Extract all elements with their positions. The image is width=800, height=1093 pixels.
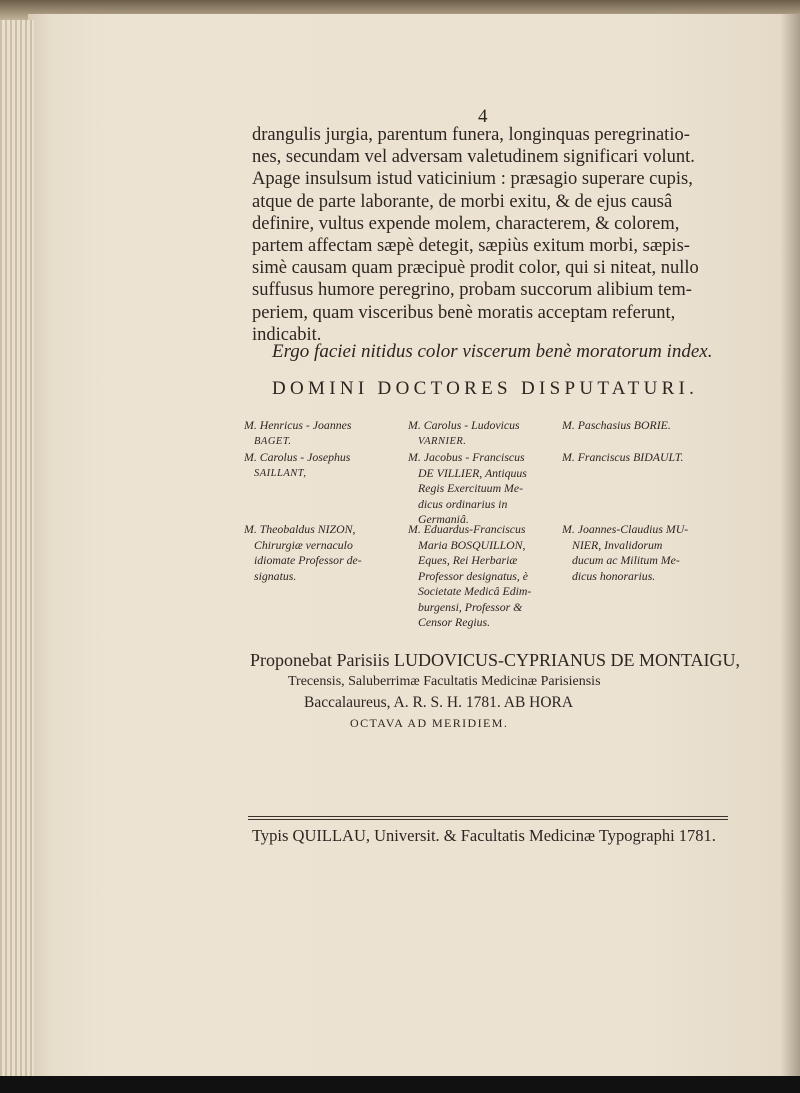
doctor-line: M. Henricus - Joannes [244,418,352,432]
doctor-line: Societate Medicâ Edim- [418,584,532,598]
paragraph-line: Apage insulsum istud vaticinium : præsagio superare cupis, [252,169,693,190]
doctor-surname: SAILLANT, [254,467,307,479]
doctor-entry [244,450,394,481]
doctor-line: Eques, Rei Herbariæ [418,553,518,567]
doctor-entry [244,418,394,449]
paragraph-line: drangulis jurgia, parentum funera, longinquas peregrinatio- [252,125,690,145]
rule-line [248,816,728,817]
doctor-line: Regis Exercituum Me- [418,481,524,495]
paragraph-line: indicabit. [252,324,322,345]
doctor-surname: VARNIER. [418,435,467,447]
doctor-entry [562,450,722,466]
proponebat-line: Proponebat Parisiis LUDOVICUS-CYPRIANUS DE MONTAIGU, [250,650,741,670]
thesis-conclusion: Ergo faciei nitidus color viscerum benè moratorum index. [272,341,713,362]
proponebat-line: OCTAVA AD MERIDIEM. [350,716,509,730]
doctor-entry [408,450,558,528]
doctor-line: signatus. [254,568,297,583]
doctor-line: Chirurgiæ vernaculo [254,537,353,552]
spine-shadow [780,14,800,1078]
doctor-entry [562,522,722,584]
show-through-text [236,730,496,820]
body-paragraph [252,124,724,346]
proponebat-line: Baccalaureus, A. R. S. H. 1781. AB HORA [304,694,574,711]
doctor-line: M. Paschasius BORIE. [562,418,671,432]
doctor-line: Censor Regius. [418,615,491,629]
doctor-entry [562,418,722,434]
doctor-line: burgensi, Professor & [418,599,523,614]
page-number: 4 [478,106,488,127]
paragraph-line: periem, quam visceribus benè moratis acceptam referunt, [252,302,676,323]
doctor-surname: BAGET. [254,435,292,447]
proponebat-line: Trecensis, Saluberrimæ Facultatis Medicinæ Parisiensis [288,674,601,689]
doctor-line: M. Joannes-Claudius MU- [562,522,689,536]
paragraph-line: partem affectam sæpè detegit, sæpiùs exitum morbi, sæpis- [252,236,690,257]
paragraph-line: nes, secundam vel adversam valetudinem significari volunt. [252,147,695,168]
printer-imprint: Typis QUILLAU, Universit. & Facultatis Medicinæ Typographi 1781. [252,826,716,845]
proponebat-block [250,650,741,734]
paragraph-line: simè causam quam præcipuè prodit color, qui si niteat, nullo [252,258,699,279]
doctor-line: dicus honorarius. [572,568,656,583]
doctor-line: M. Theobaldus NIZON, [244,522,356,536]
doctor-line: dicus ordinarius in [418,496,508,511]
doctor-line: M. Eduardus-Franciscus [408,522,526,536]
doctor-entry [244,522,394,584]
doctor-line: Germaniâ. [418,512,469,526]
paragraph-line: suffusus humore peregrino, probam succorum alibium tem- [252,280,692,301]
paragraph-line: atque de parte laborante, de morbi exitu, & de ejus causâ [252,191,673,212]
doctor-line: M. Carolus - Josephus [244,450,351,464]
doctor-line: M. Jacobus - Franciscus [408,450,525,464]
doctors-heading: DOMINI DOCTORES DISPUTATURI. [272,378,699,399]
doctor-line: M. Franciscus BIDAULT. [562,450,684,464]
scan-bottom-edge [0,1076,800,1093]
doctor-line: Professor designatus, è [418,568,528,583]
doctor-line: ducum ac Militum Me- [572,553,680,567]
doctor-entry [408,418,558,449]
doctor-line: DE VILLIER, Antiquus [418,465,527,480]
doctor-line: Maria BOSQUILLON, [418,537,526,552]
doctor-line: NIER, Invalidorum [572,537,663,552]
doctor-line: idiomate Professor de- [254,553,362,567]
doctor-entry [408,522,558,631]
doctor-line: M. Carolus - Ludovicus [408,418,520,432]
page-edges [0,20,34,1078]
paragraph-line: definire, vultus expende molem, characterem, & colorem, [252,213,680,234]
rule-line [248,819,728,820]
